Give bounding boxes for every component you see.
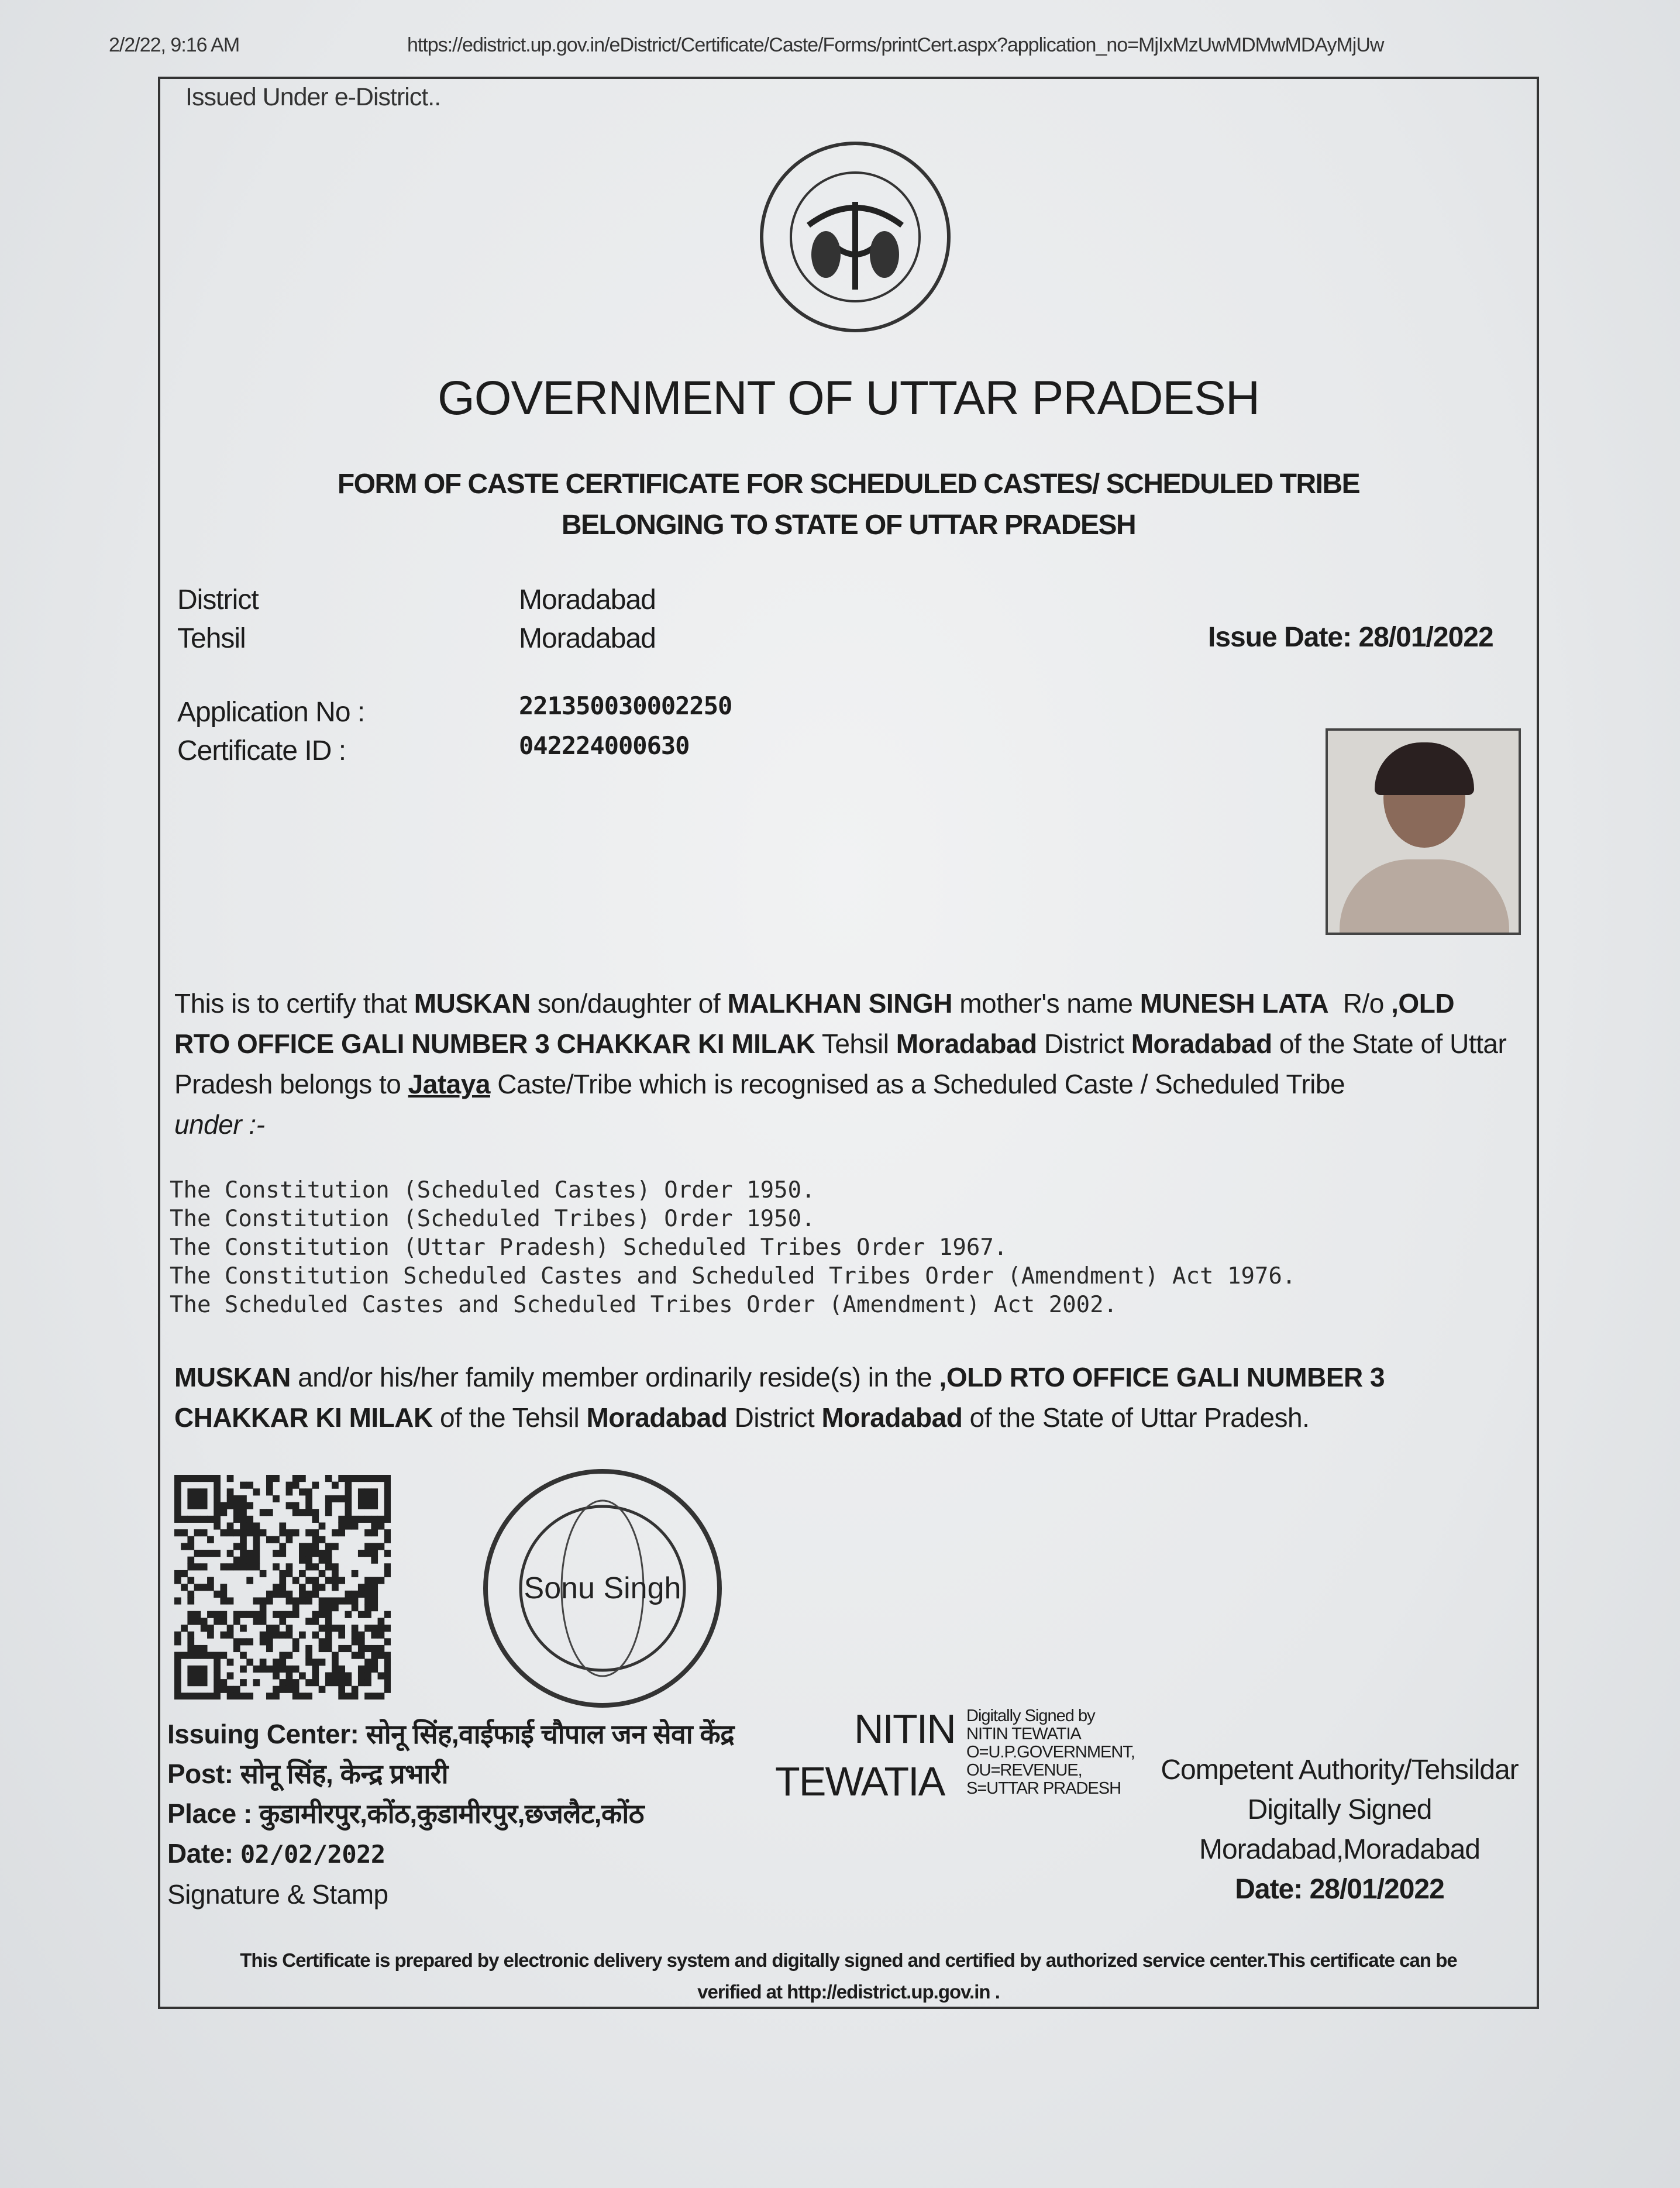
certificate-id-label: Certificate ID : [177,735,346,766]
page-title: GOVERNMENT OF UTTAR PRADESH [437,371,1260,425]
stamp-name: Sonu Singh [524,1571,681,1605]
district-label: District [177,584,259,615]
tehsil-label: Tehsil [177,623,246,654]
digital-signature-details: Digitally Signed by NITIN TEWATIA O=U.P.GOVERNMENT, OU=REVENUE, S=UTTAR PRADESH [966,1707,1135,1798]
verification-qr-code[interactable] [174,1475,391,1700]
order-item: The Constitution (Uttar Pradesh) Scheduled Tribes Order 1967. [170,1234,1008,1261]
footer-line1: This Certificate is prepared by electronic delivery system and digitally signed and certified by authorized service center.This certificate can be [240,1949,1457,1971]
order-item: The Constitution (Scheduled Tribes) Order 1950. [170,1206,815,1232]
certification-paragraph: This is to certify that MUSKAN son/daughter of MALKHAN SINGH mother's name MUNESH LATA R/o ,OLD RTO OFFICE GALI NUMBER 3 CHAKKAR KI MILAK Tehsil Moradabad District Moradabad of the State of Uttar Pradesh belongs to Jataya Caste/Tribe which is recognised as a Scheduled Caste / Scheduled Tribe under :- [174,988,1507,1140]
constitution-orders-list [170,1176,1296,1319]
csc-stamp [477,1463,728,1714]
residence-paragraph: MUSKAN and/or his/her family member ordinarily reside(s) in the ,OLD RTO OFFICE GALI NUMBER 3 CHAKKAR KI MILAK of the Tehsil Moradabad District Moradabad of the State of Uttar Pradesh. [174,1362,1385,1433]
print-timestamp: 2/2/22, 9:16 AM [109,34,240,56]
issue-date: Issue Date: 28/01/2022 [1208,622,1493,653]
application-no-value: 221350030002250 [519,692,732,720]
signer-first-name: NITIN [854,1706,955,1752]
footer-verify-link[interactable]: verified at http://edistrict.up.gov.in . [697,1981,1000,2003]
tehsil-value: Moradabad [519,623,656,654]
order-item: The Constitution Scheduled Castes and Scheduled Tribes Order (Amendment) Act 1976. [170,1263,1296,1289]
subtitle-line1: FORM OF CASTE CERTIFICATE FOR SCHEDULED CASTES/ SCHEDULED TRIBE [337,469,1360,500]
order-item: The Constitution (Scheduled Castes) Order 1950. [170,1177,815,1203]
print-url: https://edistrict.up.gov.in/eDistrict/Certificate/Caste/Forms/printCert.aspx?application_no=MjIxMzUwMDMwMDAyMjUw [407,34,1384,56]
issuing-center-block: Issuing Center: सोनू सिंह,वाईफाई चौपाल जन सेवा केंद्र Post: सोनू सिंह, केन्द्र प्रभारी Place : कुडामीरपुर,कोंठ,कुडामीरपुर,छजलैट,कोंठ Date: 02/02/2022 Signature & Stamp [167,1719,735,1910]
subtitle-line2: BELONGING TO STATE OF UTTAR PRADESH [561,510,1136,541]
application-no-label: Application No : [177,697,365,728]
order-item: The Scheduled Castes and Scheduled Tribes Order (Amendment) Act 2002. [170,1292,1118,1318]
signer-last-name: TEWATIA [775,1759,945,1804]
applicant-photo [1326,728,1521,935]
competent-authority-block: Competent Authority/Tehsildar Digitally Signed Moradabad,Moradabad Date: 28/01/2022 [1161,1754,1519,1905]
issued-under-label: Issued Under e-District.. [185,83,441,111]
district-value: Moradabad [519,584,656,615]
up-emblem-logo [756,137,955,336]
certificate-id-value: 042224000630 [519,731,690,760]
